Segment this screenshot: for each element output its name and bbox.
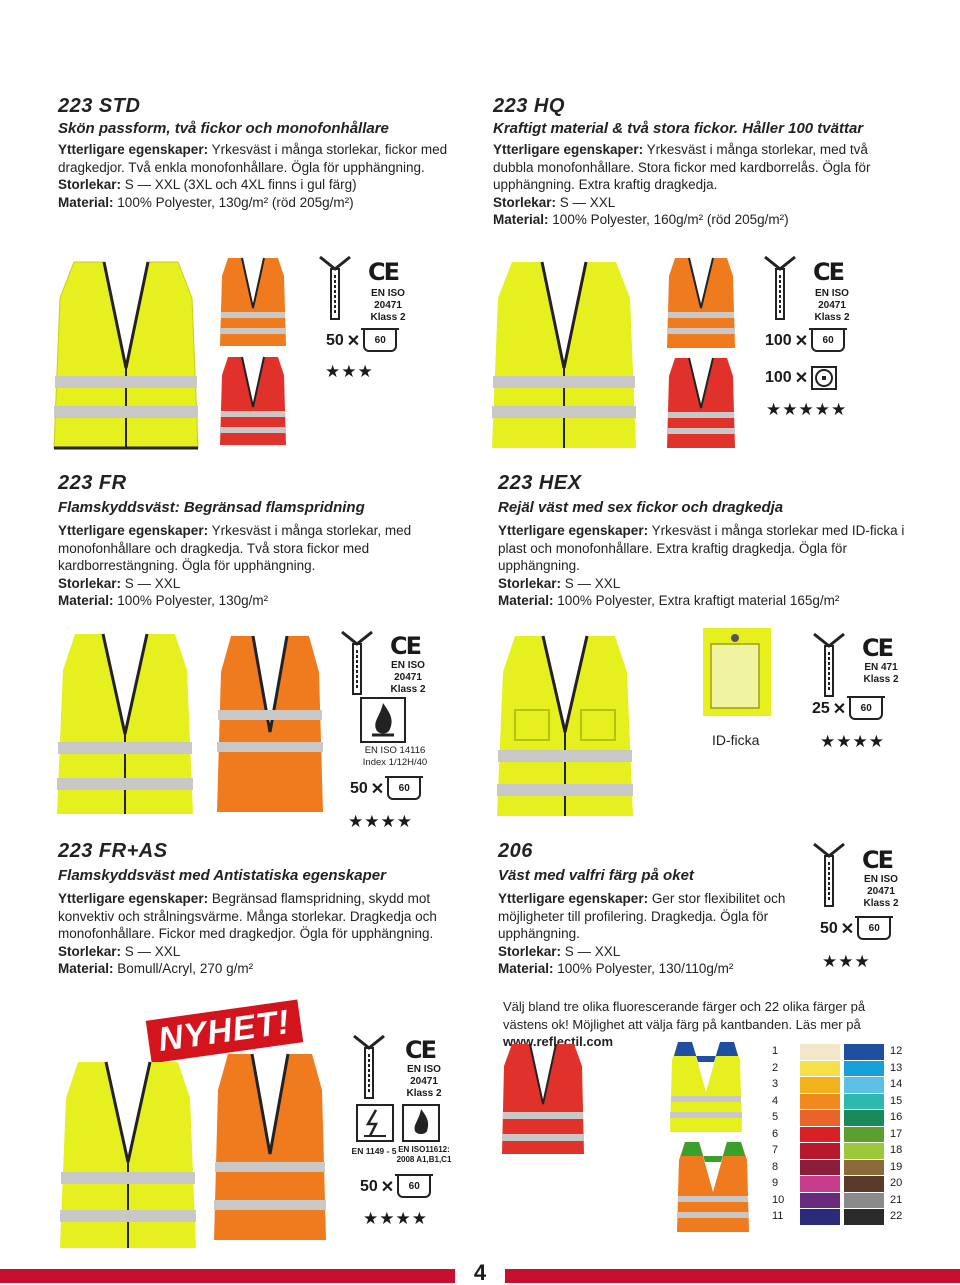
wash-tub-icon: 60 [363,330,397,352]
wash-tub-icon: 60 [397,1176,431,1198]
color-swatch [844,1077,884,1093]
sizes-label: Storlekar: [498,943,562,959]
swatch-number: 13 [890,1061,903,1074]
extra-text: Ger stor flexibilitet och möjligheter till profilering. Dragkedja. Ögla för upphängning. [498,891,786,941]
color-swatch [800,1143,840,1159]
product-223-std [58,95,458,211]
swatch-number: 20 [890,1177,903,1189]
swatch-number: 19 [890,1160,903,1173]
extra-label: Ytterligare egenskaper: [58,891,209,906]
color-swatch [800,1209,840,1225]
antistatic-icon [356,1104,394,1142]
color-swatch [800,1044,840,1060]
color-swatch [800,1061,840,1077]
wash-count: 100 [765,332,792,349]
swatch-number: 14 [890,1078,903,1090]
cert-label: EN ISO 20471 Klass 2 [370,288,406,323]
vest-yellow-blue-yoke-image [668,1040,744,1136]
cert-11612-label: EN ISO11612: 2008 A1,B1,C1 [396,1145,452,1164]
ce-mark-icon: CE [390,632,421,660]
rating-stars: ★★★★ [363,1209,428,1228]
swatch-number: 2 [772,1061,779,1074]
sizes-label: Storlekar: [58,943,122,959]
vest-red-image [218,355,288,449]
cert-label: EN ISO 20471 Klass 2 [863,874,899,909]
product-subtitle: Flamskyddsväst med Antistatiska egenskaper [58,867,386,884]
extra-label: Ytterligare egenskaper: [58,142,209,157]
vest-orange-green-yoke-image [675,1140,751,1236]
product-subtitle: Väst med valfri färg på oket [498,867,694,884]
vest-red-image [500,1042,586,1158]
id-pocket-image [703,628,771,716]
product-223-fras [58,840,458,978]
material-label: Material: [498,961,554,976]
color-swatch [800,1193,840,1209]
vest-orange-image [218,256,288,350]
sizes-label: Storlekar: [58,575,122,591]
tumble-dry-icon [811,366,837,390]
vest-orange-image [212,1050,328,1246]
material-label: Material: [498,593,554,608]
product-subtitle: Kraftigt material & två stora fickor. Håller 100 tvättar [493,120,864,137]
vest-yellow-image [490,258,638,456]
zipper-icon [352,1034,386,1105]
swatch-number: 11 [772,1210,784,1222]
color-swatch [844,1209,884,1225]
vest-yellow-image [52,258,200,456]
wash-count: 50 [360,1178,378,1195]
color-swatch [844,1160,884,1176]
color-swatch [800,1077,840,1093]
flame-protection-icon [360,697,406,743]
sizes-text: S — XXL [559,194,616,210]
color-swatch [800,1110,840,1126]
product-subtitle: Flamskyddsväst: Begränsad flamspridning [58,499,365,516]
wash-symbol: 50 ✕ 60 [360,1176,431,1198]
zipper-icon [812,842,846,913]
dry-count: 100 [765,369,792,386]
material-label: Material: [493,212,549,227]
color-swatch [800,1127,840,1143]
dry-symbol: 100 ✕ [765,366,837,390]
vest-orange-image [215,632,325,817]
swatch-number: 3 [772,1078,779,1090]
wash-tub-icon: 60 [857,918,891,940]
cert-label: EN ISO 20471 Klass 2 [390,660,426,695]
color-swatch [844,1094,884,1110]
rating-stars: ★★★★ [348,812,413,831]
color-swatch [844,1044,884,1060]
ce-mark-icon: CE [405,1036,436,1064]
rating-stars: ★★★★ [820,732,885,751]
wash-count: 50 [350,780,368,797]
product-206 [498,840,798,978]
vest-yellow-image [55,630,195,820]
swatch-number: 9 [772,1177,779,1189]
rating-stars: ★★★ [325,362,374,381]
color-swatch [800,1160,840,1176]
sizes-text: S — XXL [564,943,621,959]
material-label: Material: [58,961,114,976]
swatch-number: 18 [890,1144,903,1156]
color-swatch [800,1094,840,1110]
material-label: Material: [58,194,114,210]
wash-symbol: 50 ✕ 60 [820,918,891,940]
material-text: 100% Polyester, 160g/m² (röd 205g/m²) [552,212,789,227]
wash-symbol: 25 ✕ 60 [812,698,883,720]
swatch-number: 7 [772,1144,779,1156]
swatch-number: 4 [772,1094,779,1107]
extra-label: Ytterligare egenskaper: [498,891,649,906]
vest-orange-image [665,256,737,352]
wash-tub-icon: 60 [811,330,845,352]
extra-text: Yrkesväst i många storlekar, med två dubbla monofonhållare. Stora fickor med kardborrelås. Ögla för upphängning. Extra kraftig dragkedja. [493,142,871,192]
swatch-number: 16 [890,1111,903,1123]
wash-count: 25 [812,700,830,717]
extra-label: Ytterligare egenskaper: [493,142,644,157]
swatch-number: 10 [772,1193,785,1206]
swatch-number: 1 [772,1045,779,1057]
wash-tub-icon: 60 [387,778,421,800]
material-text: 100% Polyester, Extra kraftigt material 165g/m² [557,593,840,608]
product-223-hq [493,95,903,229]
material-text: 100% Polyester, 130g/m² [117,593,269,608]
color-note-text: Välj bland tre olika fluorescerande färger och 22 olika färger på västens ok! Möjlighet att välja färg på kantbanden. Läs mer på [503,999,866,1032]
swatch-number: 8 [772,1160,779,1173]
product-title: 223 FR [58,472,127,494]
cert-1149-label: EN 1149 - 5 [351,1146,397,1156]
ce-mark-icon: CE [862,634,893,662]
page-number: 4 [455,1262,505,1283]
rating-stars: ★★★★★ [766,400,848,419]
extra-label: Ytterligare egenskaper: [498,523,649,538]
ce-mark-icon: CE [813,258,844,286]
zipper-icon [340,630,374,701]
color-swatch [844,1061,884,1077]
sizes-label: Storlekar: [498,575,562,591]
swatch-number: 5 [772,1111,779,1123]
color-swatch [844,1110,884,1126]
reflectil-link[interactable]: www.reflectil.com [503,1034,614,1049]
extra-text: Yrkesväst i många storlekar med ID-ficka i plast och monofonhållare. Extra kraftig dragkedja. Ögla för upphängning. [498,523,905,573]
swatch-number: 12 [890,1045,903,1057]
ce-mark-icon: CE [368,258,399,286]
sizes-text: S — XXL (3XL och 4XL finns i gul färg) [124,177,357,192]
wash-count: 50 [326,332,344,349]
extra-text: Begränsad flamspridning, skydd mot konvektiv och strålningsvärme. Många storlekar. Dragkedja och monofonhållare. Fickor med dragkedjor. Ögla för upphängning. [58,891,437,941]
product-223-hex [498,472,908,610]
color-swatch-chart [772,1044,912,1234]
sizes-text: S — XXL [564,575,621,591]
material-text: 100% Polyester, 130/110g/m² [557,961,734,976]
color-swatch [844,1193,884,1209]
product-title: 223 HEX [498,472,582,494]
extra-label: Ytterligare egenskaper: [58,523,209,538]
extra-text: Yrkesväst i många storlekar, med monofonhållare och dragkedja. Två stora fickor med kardborrestängning. Ögla för upphängning. [58,523,412,573]
cert-label: EN 471 Klass 2 [863,662,899,685]
sizes-text: S — XXL [124,943,181,959]
cert-label: EN ISO 20471 Klass 2 [814,288,850,323]
sizes-label: Storlekar: [58,177,122,192]
wash-symbol: 50 ✕ 60 [350,778,421,800]
material-text: Bomull/Acryl, 270 g/m² [117,961,254,976]
zipper-icon [318,255,352,326]
wash-tub-icon: 60 [849,698,883,720]
vest-yellow-image [495,632,635,820]
product-title: 223 FR+AS [58,840,168,862]
swatch-number: 21 [890,1193,903,1206]
sizes-label: Storlekar: [493,194,557,210]
vest-red-image [665,356,737,452]
wash-symbol: 100 ✕ 60 [765,330,845,352]
cert-14116-label: EN ISO 14116 Index 1/12H/40 [362,745,428,768]
product-subtitle: Rejäl väst med sex fickor och dragkedja [498,499,784,516]
vest-yellow-image [58,1058,198,1254]
zipper-icon [763,255,797,326]
flame-protection-icon [402,1104,440,1142]
swatch-number: 6 [772,1127,779,1140]
extra-text: Yrkesväst i många storlekar, fickor med dragkedjor. Två enkla monofonhållare. Ögla för upphängning. [58,142,448,175]
material-text: 100% Polyester, 130g/m² (röd 205g/m²) [117,194,354,210]
swatch-number: 17 [890,1127,903,1140]
product-subtitle: Skön passform, två fickor och monofonhållare [58,120,389,137]
ce-mark-icon: CE [862,846,893,874]
swatch-number: 15 [890,1094,903,1107]
id-pocket-label: ID-ficka [712,732,760,748]
product-223-fr [58,472,458,610]
product-title: 223 STD [58,95,141,117]
material-label: Material: [58,593,114,608]
rating-stars: ★★★ [822,952,871,971]
new-badge: NYHET! [148,1010,301,1053]
wash-count: 50 [820,920,838,937]
swatch-number: 22 [890,1210,903,1222]
color-swatch [844,1127,884,1143]
sizes-text: S — XXL [124,575,181,591]
color-swatch [844,1176,884,1192]
wash-symbol: 50 ✕ 60 [326,330,397,352]
color-swatch [844,1143,884,1159]
cert-label: EN ISO 20471 Klass 2 [406,1064,442,1099]
color-swatch [800,1176,840,1192]
zipper-icon [812,632,846,703]
product-title: 223 HQ [493,95,565,117]
product-title: 206 [498,840,533,862]
